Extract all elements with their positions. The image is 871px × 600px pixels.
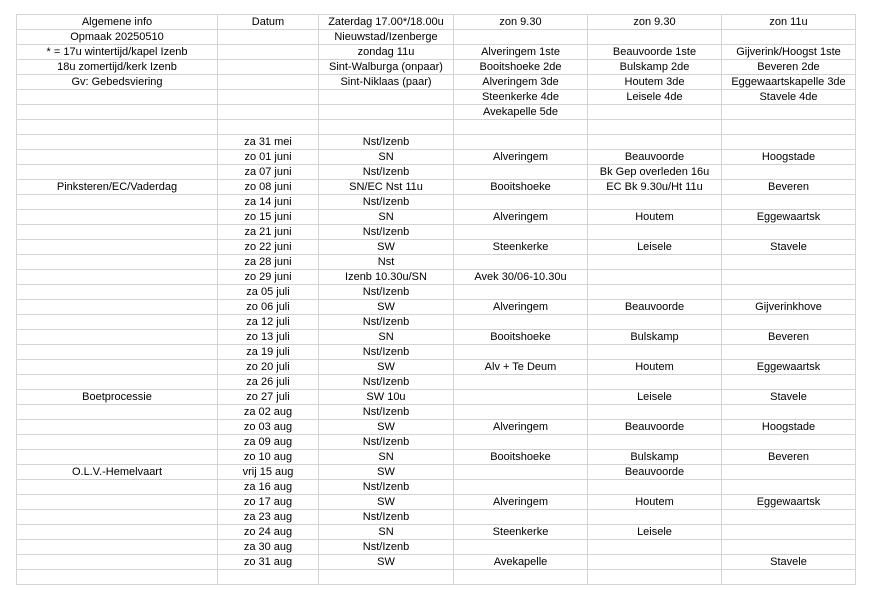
info-cell[interactable]: Pinksteren/EC/Vaderdag	[17, 180, 218, 195]
saturday-cell[interactable]: SW	[319, 240, 454, 255]
sunday-930-b-cell[interactable]	[588, 105, 722, 120]
saturday-cell[interactable]: SW	[319, 420, 454, 435]
date-cell[interactable]: za 16 aug	[218, 480, 319, 495]
sunday-11-cell[interactable]	[722, 405, 856, 420]
saturday-cell[interactable]: Nst/Izenb	[319, 135, 454, 150]
sunday-930-a-cell[interactable]	[454, 570, 588, 585]
date-cell[interactable]: za 30 aug	[218, 540, 319, 555]
schedule-row	[17, 135, 856, 150]
date-cell[interactable]: zo 24 aug	[218, 525, 319, 540]
sunday-930-a-cell[interactable]	[454, 390, 588, 405]
saturday-cell[interactable]: Izenb 10.30u/SN	[319, 270, 454, 285]
saturday-cell[interactable]: SW 10u	[319, 390, 454, 405]
header-row	[17, 105, 856, 120]
date-cell[interactable]: za 05 juli	[218, 285, 319, 300]
schedule-row	[17, 150, 856, 165]
sunday-930-a-cell[interactable]	[454, 345, 588, 360]
schedule-row	[17, 210, 856, 225]
sunday-930-a-cell[interactable]	[454, 195, 588, 210]
sunday-930-b-cell[interactable]: Leisele	[588, 390, 722, 405]
saturday-cell[interactable]: Sint-Niklaas (paar)	[319, 75, 454, 90]
sunday-930-a-cell[interactable]: Alveringem	[454, 495, 588, 510]
sunday-930-a-cell[interactable]: Avekapelle 5de	[454, 105, 588, 120]
saturday-cell[interactable]: SN	[319, 525, 454, 540]
date-cell[interactable]: zo 27 juli	[218, 390, 319, 405]
sunday-11-cell[interactable]	[722, 480, 856, 495]
sunday-930-b-cell[interactable]	[588, 570, 722, 585]
schedule-row	[17, 270, 856, 285]
date-cell[interactable]: za 07 juni	[218, 165, 319, 180]
schedule-row	[17, 480, 856, 495]
date-cell[interactable]	[218, 60, 319, 75]
schedule-row	[17, 570, 856, 585]
sunday-930-b-cell[interactable]	[588, 405, 722, 420]
sunday-930-b-cell[interactable]: Houtem	[588, 495, 722, 510]
sunday-11-cell[interactable]	[722, 315, 856, 330]
sunday-930-a-cell[interactable]: Alveringem 3de	[454, 75, 588, 90]
sunday-930-a-cell[interactable]: Avek 30/06-10.30u	[454, 270, 588, 285]
schedule-row	[17, 420, 856, 435]
sunday-930-a-cell[interactable]	[454, 120, 588, 135]
sunday-930-b-cell[interactable]: Bulskamp	[588, 330, 722, 345]
sunday-930-a-cell[interactable]: Steenkerke	[454, 240, 588, 255]
sunday-11-cell[interactable]	[722, 105, 856, 120]
info-cell[interactable]	[17, 270, 218, 285]
info-cell[interactable]: Opmaak 20250510	[17, 30, 218, 45]
schedule-row	[17, 255, 856, 270]
sunday-930-a-cell[interactable]	[454, 465, 588, 480]
sunday-11-cell[interactable]: Hoogstade	[722, 420, 856, 435]
sunday-11-cell[interactable]	[722, 540, 856, 555]
header-row	[17, 60, 856, 75]
schedule-row	[17, 345, 856, 360]
sunday-11-cell[interactable]	[722, 285, 856, 300]
sunday-930-b-cell[interactable]	[588, 225, 722, 240]
info-cell[interactable]: Algemene info	[17, 15, 218, 30]
schedule-row	[17, 315, 856, 330]
sunday-930-a-cell[interactable]: Alveringem	[454, 300, 588, 315]
sunday-11-cell[interactable]: Beveren	[722, 180, 856, 195]
sunday-930-b-cell[interactable]	[588, 30, 722, 45]
date-cell[interactable]: zo 17 aug	[218, 495, 319, 510]
sunday-11-cell[interactable]: Gijverinkhove	[722, 300, 856, 315]
schedule-row	[17, 360, 856, 375]
schedule-row	[17, 525, 856, 540]
sunday-11-cell[interactable]	[722, 30, 856, 45]
saturday-cell[interactable]: Nst/Izenb	[319, 375, 454, 390]
date-cell[interactable]: za 26 juli	[218, 375, 319, 390]
sunday-11-cell[interactable]	[722, 120, 856, 135]
info-cell[interactable]	[17, 315, 218, 330]
sunday-930-b-cell[interactable]	[588, 315, 722, 330]
sunday-930-b-cell[interactable]: Bulskamp	[588, 450, 722, 465]
saturday-cell[interactable]: Nieuwstad/Izenberge	[319, 30, 454, 45]
sunday-930-a-cell[interactable]	[454, 510, 588, 525]
saturday-cell[interactable]: SW	[319, 495, 454, 510]
sunday-930-b-cell[interactable]	[588, 285, 722, 300]
date-cell[interactable]	[218, 90, 319, 105]
date-cell[interactable]: zo 20 juli	[218, 360, 319, 375]
schedule-row	[17, 495, 856, 510]
schedule-row	[17, 330, 856, 345]
sunday-930-b-cell[interactable]: zon 9.30	[588, 15, 722, 30]
sunday-11-cell[interactable]	[722, 435, 856, 450]
sunday-930-a-cell[interactable]	[454, 435, 588, 450]
saturday-cell[interactable]	[319, 120, 454, 135]
sunday-930-a-cell[interactable]: Alveringem	[454, 420, 588, 435]
info-cell[interactable]	[17, 135, 218, 150]
sunday-930-b-cell[interactable]: Beauvoorde	[588, 420, 722, 435]
info-cell[interactable]	[17, 285, 218, 300]
sunday-11-cell[interactable]	[722, 135, 856, 150]
date-cell[interactable]: za 23 aug	[218, 510, 319, 525]
info-cell[interactable]	[17, 240, 218, 255]
sunday-930-b-cell[interactable]: Leisele	[588, 525, 722, 540]
sunday-930-b-cell[interactable]	[588, 375, 722, 390]
sunday-930-b-cell[interactable]	[588, 195, 722, 210]
sunday-930-b-cell[interactable]: Bk Gep overleden 16u	[588, 165, 722, 180]
sunday-930-b-cell[interactable]	[588, 540, 722, 555]
saturday-cell[interactable]: Nst/Izenb	[319, 405, 454, 420]
sunday-930-a-cell[interactable]	[454, 285, 588, 300]
sunday-11-cell[interactable]	[722, 375, 856, 390]
sunday-930-a-cell[interactable]: Alveringem	[454, 210, 588, 225]
info-cell[interactable]	[17, 300, 218, 315]
sunday-930-a-cell[interactable]	[454, 225, 588, 240]
schedule-row	[17, 165, 856, 180]
info-cell[interactable]: O.L.V.-Hemelvaart	[17, 465, 218, 480]
saturday-cell[interactable]: Nst/Izenb	[319, 225, 454, 240]
sunday-930-a-cell[interactable]: Booitshoeke	[454, 180, 588, 195]
schedule-row	[17, 180, 856, 195]
info-cell[interactable]	[17, 120, 218, 135]
sunday-11-cell[interactable]: Hoogstade	[722, 150, 856, 165]
schedule-row	[17, 375, 856, 390]
header-row	[17, 120, 856, 135]
info-cell[interactable]: Gv: Gebedsviering	[17, 75, 218, 90]
saturday-cell[interactable]: Nst	[319, 255, 454, 270]
sunday-11-cell[interactable]	[722, 270, 856, 285]
sunday-11-cell[interactable]: Beveren 2de	[722, 60, 856, 75]
header-row	[17, 15, 856, 30]
sunday-930-a-cell[interactable]	[454, 135, 588, 150]
sunday-930-b-cell[interactable]: Houtem 3de	[588, 75, 722, 90]
sunday-11-cell[interactable]: Eggewaartsk	[722, 360, 856, 375]
schedule-row	[17, 450, 856, 465]
sunday-930-a-cell[interactable]: Booitshoeke 2de	[454, 60, 588, 75]
spreadsheet-table	[16, 14, 856, 585]
schedule-row	[17, 300, 856, 315]
header-row	[17, 75, 856, 90]
info-cell[interactable]	[17, 420, 218, 435]
sunday-11-cell[interactable]	[722, 165, 856, 180]
info-cell[interactable]	[17, 480, 218, 495]
sunday-930-b-cell[interactable]: Beauvoorde 1ste	[588, 45, 722, 60]
info-cell[interactable]	[17, 90, 218, 105]
sunday-11-cell[interactable]	[722, 570, 856, 585]
saturday-cell[interactable]: Sint-Walburga (onpaar)	[319, 60, 454, 75]
date-cell[interactable]: Datum	[218, 15, 319, 30]
date-cell[interactable]: za 28 juni	[218, 255, 319, 270]
saturday-cell[interactable]: SN	[319, 150, 454, 165]
info-cell[interactable]: Boetprocessie	[17, 390, 218, 405]
sunday-11-cell[interactable]: Eggewaartsk	[722, 210, 856, 225]
saturday-cell[interactable]: Nst/Izenb	[319, 165, 454, 180]
sunday-11-cell[interactable]	[722, 465, 856, 480]
date-cell[interactable]: za 14 juni	[218, 195, 319, 210]
date-cell[interactable]: za 31 mei	[218, 135, 319, 150]
sunday-930-b-cell[interactable]: Beauvoorde	[588, 150, 722, 165]
sunday-930-a-cell[interactable]	[454, 540, 588, 555]
sunday-930-b-cell[interactable]: Beauvoorde	[588, 300, 722, 315]
schedule-row	[17, 405, 856, 420]
sunday-930-a-cell[interactable]: Steenkerke 4de	[454, 90, 588, 105]
sunday-930-a-cell[interactable]: Steenkerke	[454, 525, 588, 540]
saturday-cell[interactable]	[319, 570, 454, 585]
date-cell[interactable]	[218, 75, 319, 90]
sunday-11-cell[interactable]: Stavele	[722, 240, 856, 255]
sunday-930-a-cell[interactable]	[454, 405, 588, 420]
sunday-930-b-cell[interactable]	[588, 345, 722, 360]
date-cell[interactable]: zo 08 juni	[218, 180, 319, 195]
saturday-cell[interactable]: SW	[319, 555, 454, 570]
info-cell[interactable]	[17, 360, 218, 375]
sunday-930-b-cell[interactable]: Beauvoorde	[588, 465, 722, 480]
date-cell[interactable]: za 02 aug	[218, 405, 319, 420]
info-cell[interactable]	[17, 255, 218, 270]
date-cell[interactable]: za 09 aug	[218, 435, 319, 450]
date-cell[interactable]: za 21 juni	[218, 225, 319, 240]
saturday-cell[interactable]: SW	[319, 360, 454, 375]
sunday-930-b-cell[interactable]: Leisele 4de	[588, 90, 722, 105]
schedule-row	[17, 225, 856, 240]
schedule-row	[17, 510, 856, 525]
sunday-930-a-cell[interactable]: Avekapelle	[454, 555, 588, 570]
info-cell[interactable]	[17, 330, 218, 345]
sunday-930-b-cell[interactable]: Houtem	[588, 210, 722, 225]
date-cell[interactable]: zo 10 aug	[218, 450, 319, 465]
saturday-cell[interactable]: Zaterdag 17.00*/18.00u	[319, 15, 454, 30]
schedule-row	[17, 240, 856, 255]
info-cell[interactable]	[17, 210, 218, 225]
saturday-cell[interactable]: Nst/Izenb	[319, 315, 454, 330]
schedule-row	[17, 195, 856, 210]
sunday-11-cell[interactable]: Gijverink/Hoogst 1ste	[722, 45, 856, 60]
sunday-930-b-cell[interactable]	[588, 435, 722, 450]
saturday-cell[interactable]: Nst/Izenb	[319, 480, 454, 495]
saturday-cell[interactable]: Nst/Izenb	[319, 435, 454, 450]
sunday-11-cell[interactable]: Beveren	[722, 450, 856, 465]
sunday-930-b-cell[interactable]: Houtem	[588, 360, 722, 375]
sunday-930-b-cell[interactable]: Bulskamp 2de	[588, 60, 722, 75]
schedule-row	[17, 285, 856, 300]
schedule-row	[17, 390, 856, 405]
sunday-11-cell[interactable]	[722, 510, 856, 525]
saturday-cell[interactable]	[319, 90, 454, 105]
info-cell[interactable]	[17, 525, 218, 540]
info-cell[interactable]	[17, 405, 218, 420]
sunday-930-b-cell[interactable]	[588, 510, 722, 525]
info-cell[interactable]: * = 17u wintertijd/kapel Izenb	[17, 45, 218, 60]
info-cell[interactable]	[17, 450, 218, 465]
sunday-11-cell[interactable]: Stavele 4de	[722, 90, 856, 105]
sunday-930-a-cell[interactable]	[454, 480, 588, 495]
sunday-930-a-cell[interactable]: Alv + Te Deum	[454, 360, 588, 375]
info-cell[interactable]	[17, 195, 218, 210]
date-cell[interactable]: zo 15 juni	[218, 210, 319, 225]
info-cell[interactable]	[17, 510, 218, 525]
saturday-cell[interactable]: Nst/Izenb	[319, 345, 454, 360]
sunday-11-cell[interactable]	[722, 345, 856, 360]
info-cell[interactable]	[17, 150, 218, 165]
date-cell[interactable]	[218, 570, 319, 585]
date-cell[interactable]	[218, 45, 319, 60]
sunday-930-a-cell[interactable]: Alveringem 1ste	[454, 45, 588, 60]
info-cell[interactable]	[17, 105, 218, 120]
saturday-cell[interactable]: Nst/Izenb	[319, 195, 454, 210]
date-cell[interactable]: za 12 juli	[218, 315, 319, 330]
date-cell[interactable]: zo 22 juni	[218, 240, 319, 255]
date-cell[interactable]	[218, 120, 319, 135]
sunday-11-cell[interactable]: Eggewaartskapelle 3de	[722, 75, 856, 90]
schedule-row	[17, 465, 856, 480]
sunday-11-cell[interactable]: Stavele	[722, 555, 856, 570]
saturday-cell[interactable]: SN/EC Nst 11u	[319, 180, 454, 195]
sunday-930-b-cell[interactable]: EC Bk 9.30u/Ht 11u	[588, 180, 722, 195]
info-cell[interactable]	[17, 165, 218, 180]
saturday-cell[interactable]: Nst/Izenb	[319, 540, 454, 555]
sunday-11-cell[interactable]	[722, 255, 856, 270]
sunday-930-a-cell[interactable]	[454, 165, 588, 180]
saturday-cell[interactable]: SW	[319, 300, 454, 315]
info-cell[interactable]	[17, 345, 218, 360]
date-cell[interactable]: vrij 15 aug	[218, 465, 319, 480]
info-cell[interactable]	[17, 225, 218, 240]
sunday-930-b-cell[interactable]	[588, 270, 722, 285]
info-cell[interactable]: 18u zomertijd/kerk Izenb	[17, 60, 218, 75]
date-cell[interactable]: zo 13 juli	[218, 330, 319, 345]
saturday-cell[interactable]: zondag 11u	[319, 45, 454, 60]
saturday-cell[interactable]: SN	[319, 210, 454, 225]
date-cell[interactable]: zo 01 juni	[218, 150, 319, 165]
sunday-930-a-cell[interactable]	[454, 255, 588, 270]
sunday-930-a-cell[interactable]	[454, 30, 588, 45]
spreadsheet-body	[17, 15, 856, 585]
info-cell[interactable]	[17, 570, 218, 585]
info-cell[interactable]	[17, 555, 218, 570]
saturday-cell[interactable]: SW	[319, 465, 454, 480]
sunday-930-b-cell[interactable]	[588, 480, 722, 495]
sunday-930-a-cell[interactable]: zon 9.30	[454, 15, 588, 30]
header-row	[17, 90, 856, 105]
sunday-930-a-cell[interactable]: Alveringem	[454, 150, 588, 165]
sunday-11-cell[interactable]: zon 11u	[722, 15, 856, 30]
sunday-930-b-cell[interactable]	[588, 120, 722, 135]
sunday-930-b-cell[interactable]: Leisele	[588, 240, 722, 255]
schedule-row	[17, 555, 856, 570]
date-cell[interactable]: zo 29 juni	[218, 270, 319, 285]
saturday-cell[interactable]	[319, 105, 454, 120]
schedule-row	[17, 435, 856, 450]
sunday-930-a-cell[interactable]: Booitshoeke	[454, 450, 588, 465]
saturday-cell[interactable]: Nst/Izenb	[319, 285, 454, 300]
date-cell[interactable]	[218, 105, 319, 120]
header-row	[17, 30, 856, 45]
header-row	[17, 45, 856, 60]
sunday-930-b-cell[interactable]	[588, 255, 722, 270]
info-cell[interactable]	[17, 435, 218, 450]
sunday-930-a-cell[interactable]	[454, 315, 588, 330]
sunday-11-cell[interactable]	[722, 525, 856, 540]
sunday-11-cell[interactable]: Beveren	[722, 330, 856, 345]
saturday-cell[interactable]: SN	[319, 330, 454, 345]
saturday-cell[interactable]: SN	[319, 450, 454, 465]
sunday-11-cell[interactable]: Stavele	[722, 390, 856, 405]
schedule-row	[17, 540, 856, 555]
sunday-930-a-cell[interactable]: Booitshoeke	[454, 330, 588, 345]
sunday-930-b-cell[interactable]	[588, 555, 722, 570]
info-cell[interactable]	[17, 540, 218, 555]
date-cell[interactable]: zo 03 aug	[218, 420, 319, 435]
date-cell[interactable]	[218, 30, 319, 45]
sunday-930-a-cell[interactable]	[454, 375, 588, 390]
sunday-11-cell[interactable]: Eggewaartsk	[722, 495, 856, 510]
sunday-11-cell[interactable]	[722, 195, 856, 210]
date-cell[interactable]: zo 06 juli	[218, 300, 319, 315]
sunday-930-b-cell[interactable]	[588, 135, 722, 150]
info-cell[interactable]	[17, 495, 218, 510]
sunday-11-cell[interactable]	[722, 225, 856, 240]
date-cell[interactable]: za 19 juli	[218, 345, 319, 360]
info-cell[interactable]	[17, 375, 218, 390]
saturday-cell[interactable]: Nst/Izenb	[319, 510, 454, 525]
date-cell[interactable]: zo 31 aug	[218, 555, 319, 570]
